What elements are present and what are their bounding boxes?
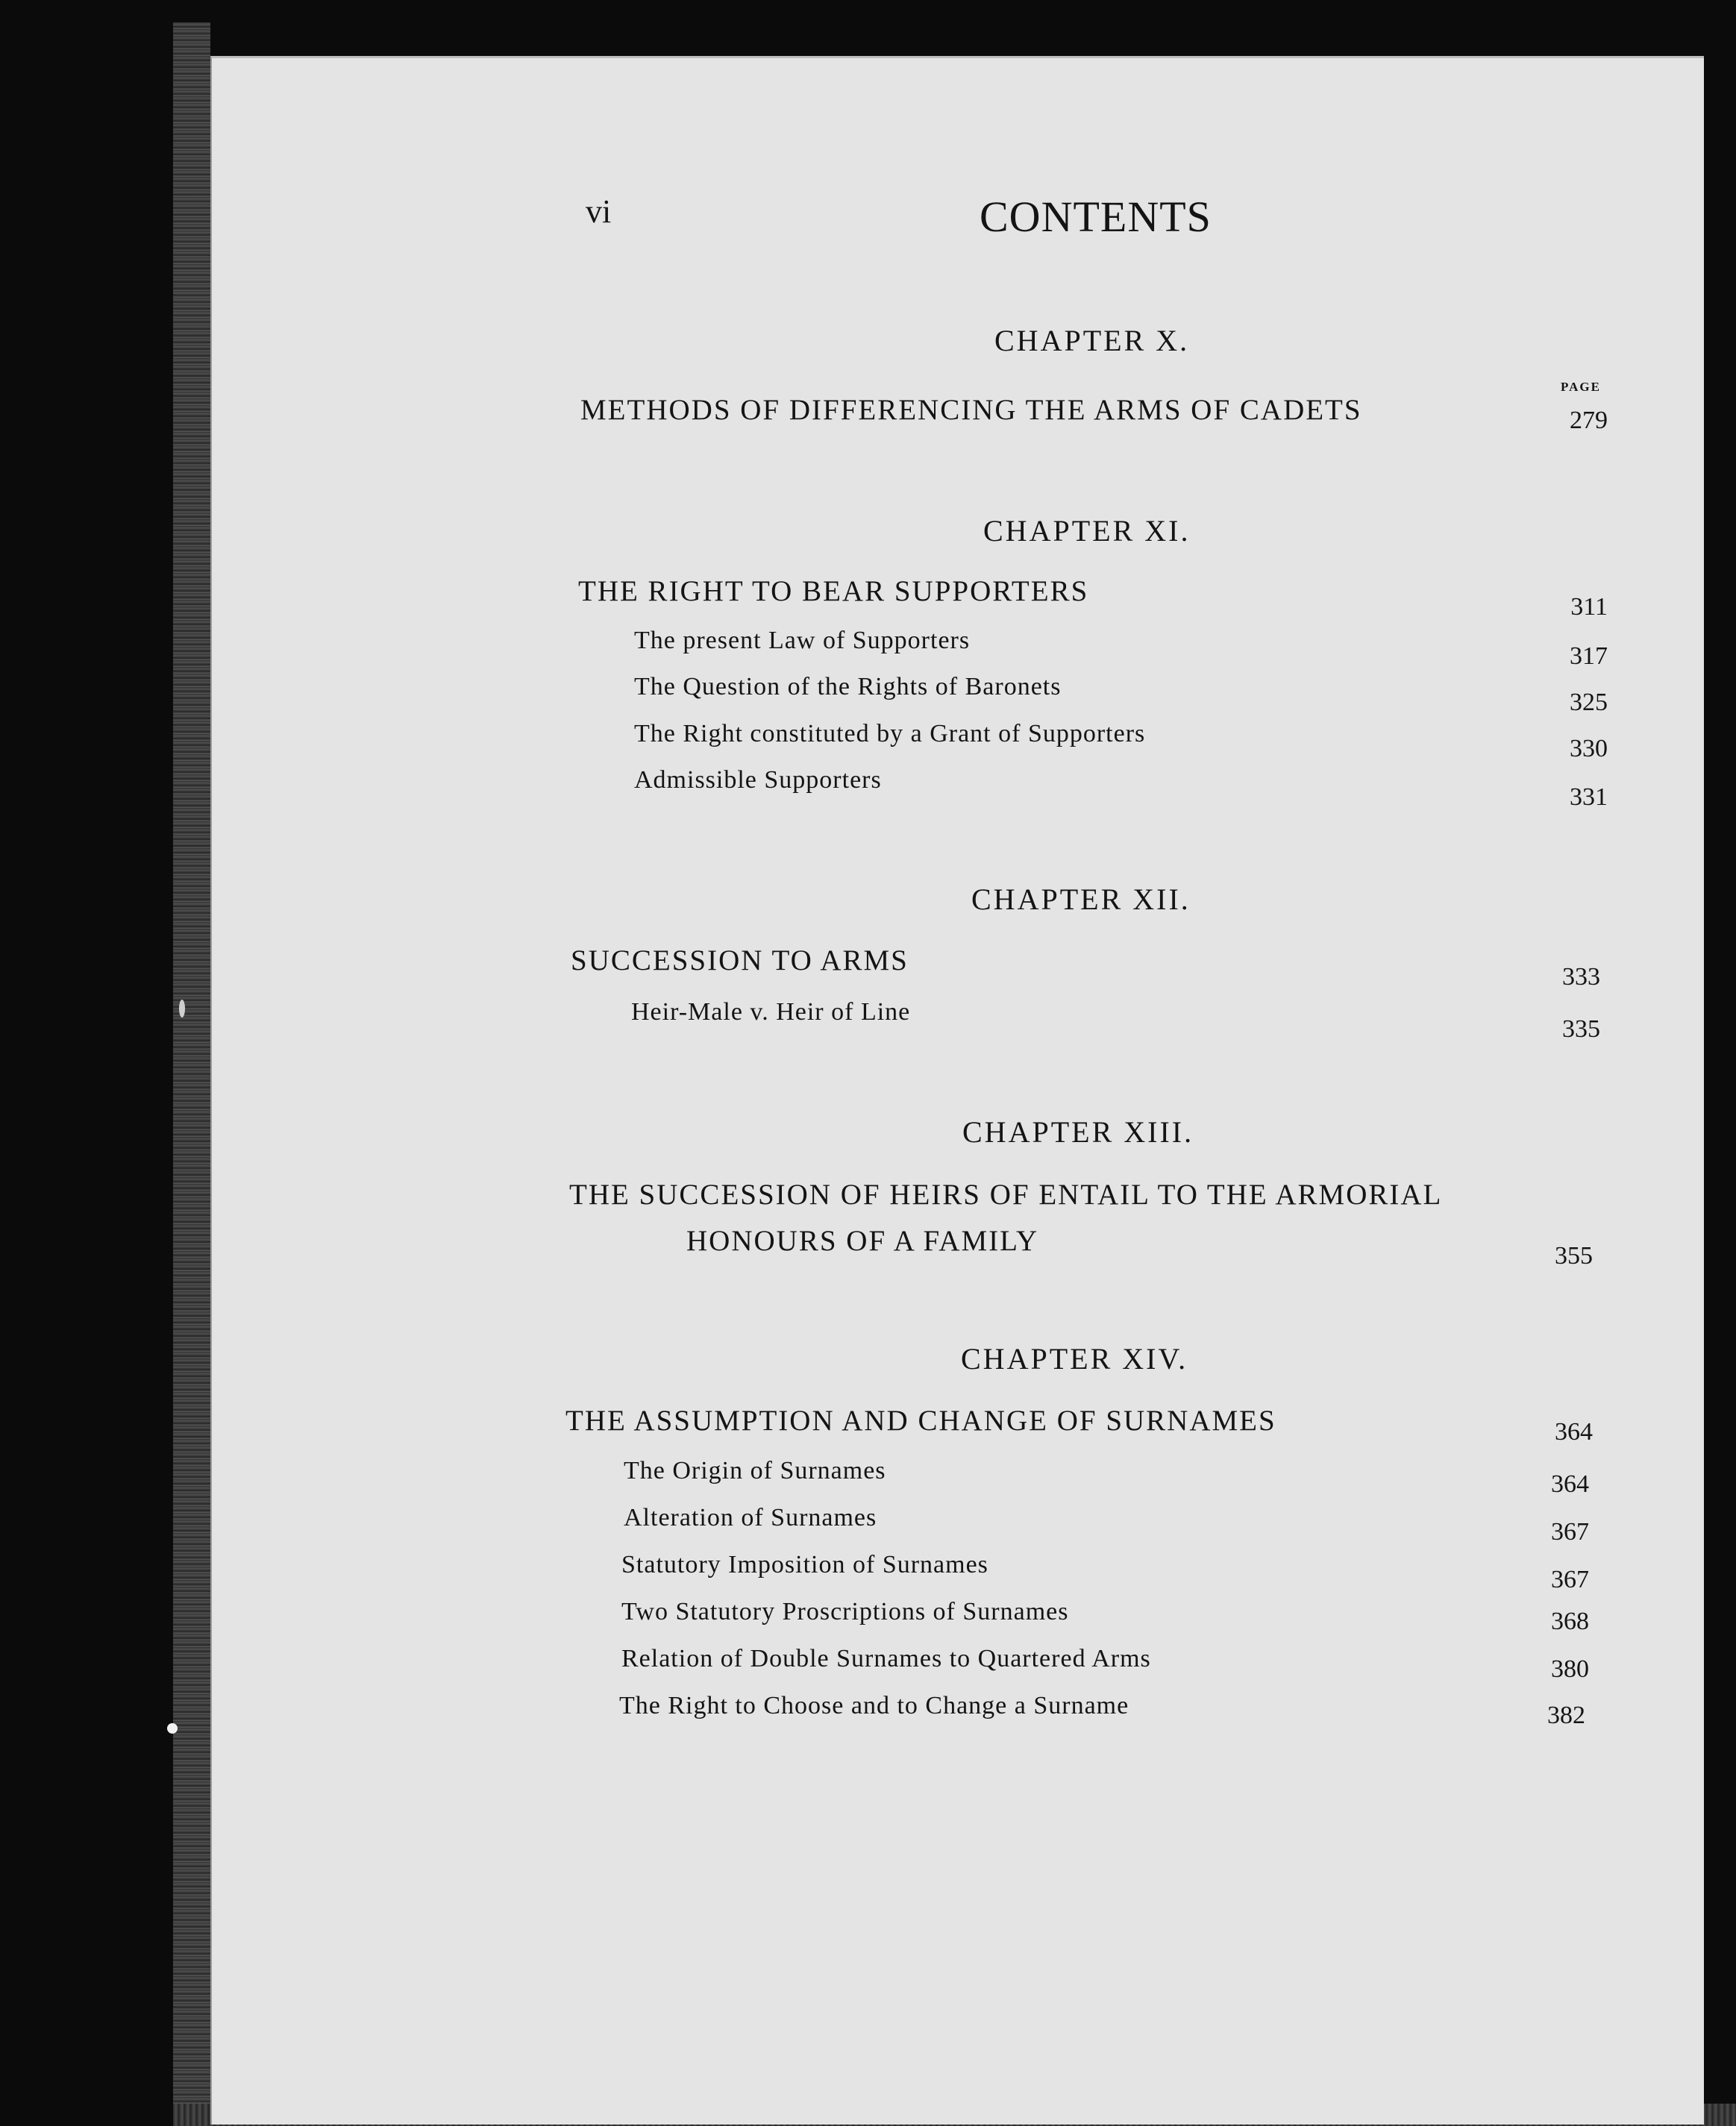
section-title: The Right constituted by a Grant of Supporters (634, 720, 1146, 747)
page-number: 331 (1570, 783, 1608, 811)
section-title: The Question of the Rights of Baronets (634, 673, 1062, 700)
page-number: 330 (1570, 735, 1608, 762)
page-number: 364 (1551, 1470, 1589, 1498)
section-title: Two Statutory Proscriptions of Surnames (621, 1598, 1069, 1625)
page-number: 311 (1570, 593, 1608, 621)
section-title: Alteration of Surnames (624, 1504, 877, 1531)
chapter-heading: CHAPTER XIV. (961, 1342, 1188, 1376)
scan-speck (167, 1723, 178, 1734)
chapter-title: THE SUCCESSION OF HEIRS OF ENTAIL TO THE ARMORIAL (569, 1179, 1443, 1211)
page-folio: vi (586, 193, 612, 230)
page-number: 335 (1562, 1015, 1600, 1043)
section-title: The present Law of Supporters (634, 627, 971, 654)
chapter-title: METHODS OF DIFFERENCING THE ARMS OF CADETS (580, 394, 1362, 426)
chapter-heading: CHAPTER XI. (983, 514, 1191, 548)
page-number: 367 (1551, 1518, 1589, 1546)
scan-speck (179, 1000, 185, 1017)
page-title: CONTENTS (980, 192, 1212, 241)
section-title: Relation of Double Surnames to Quartered Arms (621, 1645, 1151, 1672)
page-number: 364 (1555, 1418, 1593, 1446)
chapter-title: THE ASSUMPTION AND CHANGE OF SURNAMES (565, 1405, 1276, 1437)
chapter-title: THE RIGHT TO BEAR SUPPORTERS (578, 575, 1089, 607)
section-title: The Right to Choose and to Change a Surname (619, 1692, 1129, 1719)
chapter-heading: CHAPTER XII. (971, 882, 1191, 916)
page-number: 355 (1555, 1242, 1593, 1270)
chapter-heading: CHAPTER X. (994, 324, 1190, 357)
chapter-title-continued: HONOURS OF A FAMILY (686, 1225, 1039, 1257)
page-number: 368 (1551, 1608, 1589, 1635)
page-number: 325 (1570, 689, 1608, 716)
page-number: 367 (1551, 1566, 1589, 1593)
section-title: Heir-Male v. Heir of Line (631, 998, 911, 1026)
contents-page (210, 56, 1704, 2125)
page-number: 279 (1570, 407, 1608, 434)
page-number: 380 (1551, 1655, 1589, 1683)
page-number: 382 (1547, 1702, 1585, 1729)
section-title: Statutory Imposition of Surnames (621, 1551, 988, 1578)
page-number: 317 (1570, 642, 1608, 670)
page-column-label: PAGE (1561, 380, 1601, 394)
book-spine-edge (173, 22, 210, 2104)
section-title: Admissible Supporters (634, 766, 882, 794)
chapter-heading: CHAPTER XIII. (962, 1115, 1194, 1149)
chapter-title: SUCCESSION TO ARMS (571, 944, 909, 976)
section-title: The Origin of Surnames (624, 1457, 886, 1484)
page-number: 333 (1562, 963, 1600, 991)
